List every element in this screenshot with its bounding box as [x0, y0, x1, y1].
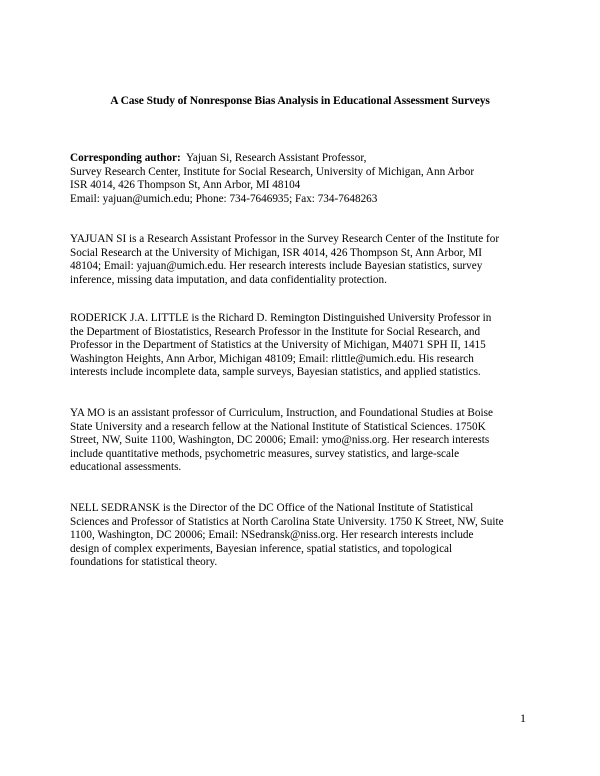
- author-bio-si: [70, 233, 532, 287]
- bio-line: foundations for statistical theory.: [70, 556, 218, 569]
- corresponding-author-contact: Email: yajuan@umich.edu; Phone: 734-7646935; Fax: 734-7648263: [70, 192, 378, 205]
- bio-line: Social Research at the University of Michigan, ISR 4014, 426 Thompson St, Ann Arbor, MI: [70, 246, 482, 259]
- bio-line: RODERICK J.A. LITTLE is the Richard D. Remington Distinguished University Professor in: [70, 312, 492, 324]
- author-bio-mo: [70, 407, 532, 475]
- bio-line: Sciences and Professor of Statistics at North Carolina State University. 1750 K Street, NW, Suite: [70, 515, 504, 528]
- bio-line: Street, NW, Suite 1100, Washington, DC 20006; Email: ymo@niss.org. Her research interests: [70, 434, 490, 447]
- bio-line: Professor in the Department of Statistics at the University of Michigan, M4071 SPH II, 1415: [70, 339, 486, 352]
- bio-line: 1100, Washington, DC 20006; Email: NSedransk@niss.org. Her research interests include: [70, 529, 474, 542]
- bio-line: educational assessments.: [70, 461, 182, 474]
- corresponding-author-label: Corresponding author:: [70, 152, 181, 164]
- bio-line: interests include incomplete data, sample surveys, Bayesian statistics, and applied statistics.: [70, 366, 481, 379]
- bio-line: Washington Heights, Ann Arbor, Michigan 48109; Email: rlittle@umich.edu. His research: [70, 352, 474, 365]
- corresponding-author-block: [70, 152, 532, 206]
- bio-line: the Department of Biostatistics, Research Professor in the Institute for Social Research, and: [70, 325, 481, 338]
- bio-line: include quantitative methods, psychometric measures, survey statistics, and large-scale: [70, 447, 460, 460]
- bio-line: design of complex experiments, Bayesian inference, spatial statistics, and topological: [70, 542, 453, 555]
- corresponding-author-name: Yajuan Si, Research Assistant Professor,: [185, 152, 367, 164]
- corresponding-author-line-1: [70, 152, 532, 166]
- bio-line: 48104; Email: yajuan@umich.edu. Her research interests include Bayesian statistics, survey: [70, 260, 483, 273]
- corresponding-author-address: ISR 4014, 426 Thompson St, Ann Arbor, MI 48104: [70, 179, 301, 192]
- author-bio-little: [70, 312, 532, 380]
- bio-line: YA MO is an assistant professor of Curriculum, Instruction, and Foundational Studies at Boise: [70, 407, 493, 419]
- paper-title: A Case Study of Nonresponse Bias Analysis in Educational Assessment Surveys: [110, 95, 490, 107]
- corresponding-author-affiliation: Survey Research Center, Institute for Social Research, University of Michigan, Ann Arbor: [70, 165, 475, 178]
- bio-line: YAJUAN SI is a Research Assistant Professor in the Survey Research Center of the Institute for: [70, 233, 500, 245]
- page-number: 1: [520, 711, 526, 725]
- bio-line: NELL SEDRANSK is the Director of the DC Office of the National Institute of Statistical: [70, 502, 474, 514]
- author-bio-sedransk: [70, 502, 532, 570]
- bio-line: inference, missing data imputation, and data confidentiality protection.: [70, 273, 387, 286]
- bio-line: State University and a research fellow at the National Institute of Statistical Sciences. 1750K: [70, 420, 486, 433]
